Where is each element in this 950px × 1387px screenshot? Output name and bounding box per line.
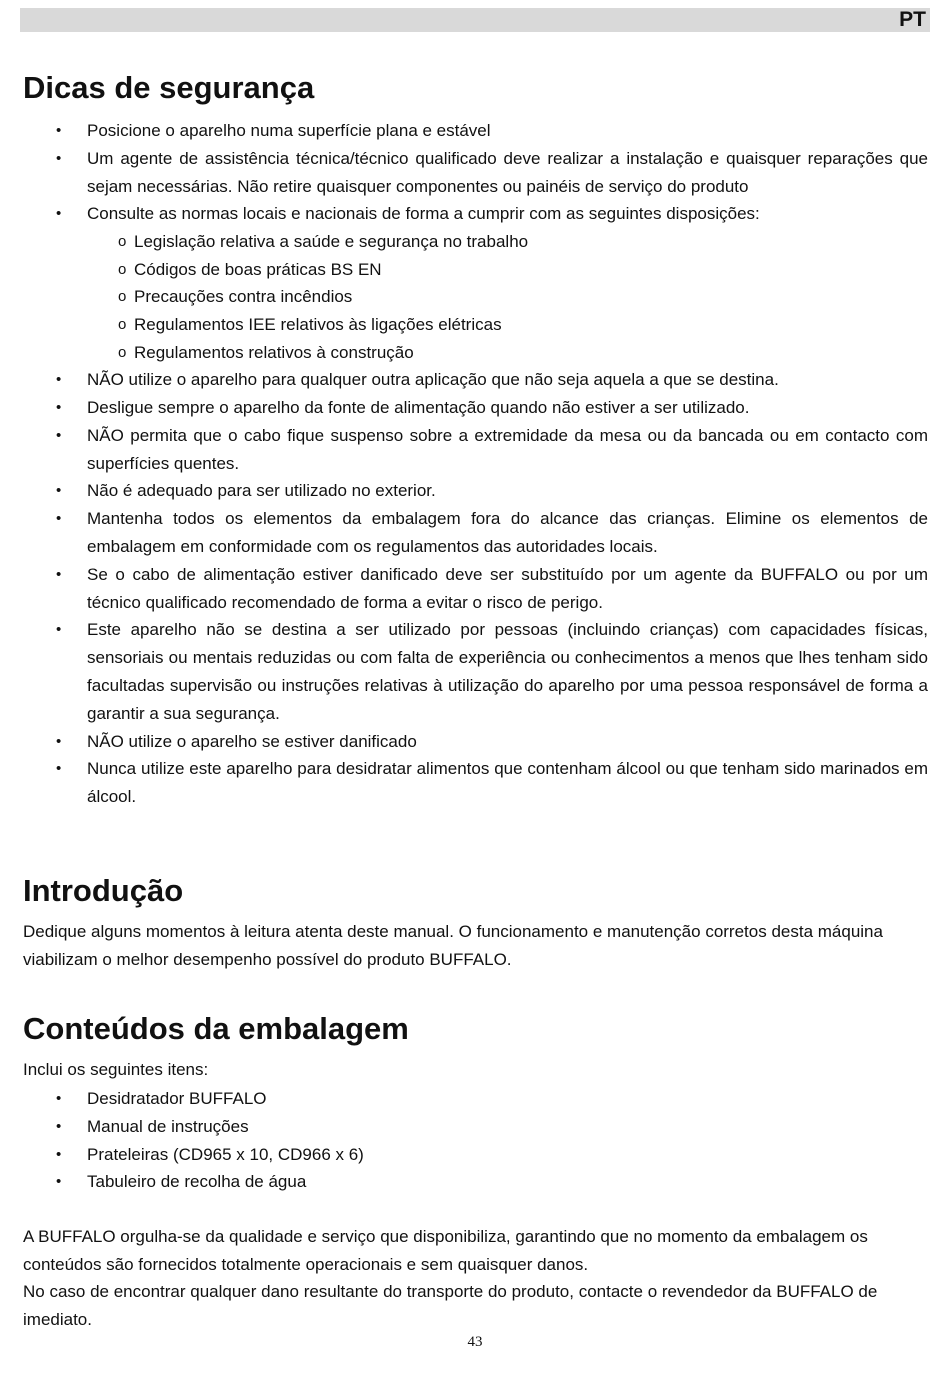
contents-list	[23, 1085, 928, 1196]
list-item: • Um agente de assistência técnica/técnico qualificado deve realizar a instalação e quaisquer reparações que sejam necessárias. Não retire quaisquer componentes ou painéis de serviço do produto	[23, 145, 928, 201]
sub-list-item: o Precauções contra incêndios	[87, 283, 928, 311]
list-item: • NÃO permita que o cabo fique suspenso sobre a extremidade da mesa ou da bancada ou em contacto com superfícies quentes.	[23, 422, 928, 478]
list-item: • Manual de instruções	[23, 1113, 928, 1141]
language-code: PT	[899, 8, 926, 31]
page-number: 43	[467, 1334, 483, 1350]
quality-note: A BUFFALO orgulha-se da qualidade e serviço que disponibiliza, garantindo que no momento da embalagem os conteúdos são fornecidos totalmente operacionais e sem quaisquer danos.	[23, 1227, 868, 1274]
list-item-text: Consulte as normas locais e nacionais de forma a cumprir com as seguintes disposições:	[87, 204, 760, 224]
list-item: • Tabuleiro de recolha de água	[23, 1168, 928, 1196]
intro-text: Dedique alguns momentos à leitura atenta deste manual. O funcionamento e manutenção corretos desta máquina viabilizam o melhor desempenho possível do produto BUFFALO.	[23, 922, 883, 969]
list-item: • Não é adequado para ser utilizado no exterior.	[23, 477, 928, 505]
header-bar	[20, 8, 930, 32]
list-item: • Posicione o aparelho numa superfície plana e estável	[23, 117, 928, 145]
list-item: • Nunca utilize este aparelho para desidratar alimentos que contenham álcool ou que tenham sido marinados em álcool.	[23, 755, 928, 811]
list-item: • NÃO utilize o aparelho se estiver danificado	[23, 728, 928, 756]
list-item: • Prateleiras (CD965 x 10, CD966 x 6)	[23, 1141, 928, 1169]
regulations-sublist	[87, 228, 928, 366]
list-item: • NÃO utilize o aparelho para qualquer outra aplicação que não seja aquela a que se destina.	[23, 366, 928, 394]
sub-list-item: o Regulamentos IEE relativos às ligações elétricas	[87, 311, 928, 339]
contents-title: Conteúdos da embalagem	[23, 1011, 409, 1046]
damage-note: No caso de encontrar qualquer dano resultante do transporte do produto, contacte o revendedor da BUFFALO de imediato.	[23, 1282, 878, 1329]
contents-lead: Inclui os seguintes itens:	[23, 1060, 209, 1079]
list-item: • Desidratador BUFFALO	[23, 1085, 928, 1113]
list-item: • Se o cabo de alimentação estiver danificado deve ser substituído por um agente da BUFFALO ou por um técnico qualificado recomendado de forma a evitar o risco de perigo.	[23, 561, 928, 617]
sub-list-item: o Legislação relativa a saúde e segurança no trabalho	[87, 228, 928, 256]
safety-list	[23, 117, 928, 811]
list-item: • Este aparelho não se destina a ser utilizado por pessoas (incluindo crianças) com capacidades físicas, sensoriais ou mentais reduzidas ou com falta de experiência ou conhecimentos a menos que lhes tenham sido facultadas supervisão ou instruções relativas à utilização do aparelho por uma pessoa responsável de forma a garantir a sua segurança.	[23, 616, 928, 727]
sub-list-item: o Códigos de boas práticas BS EN	[87, 256, 928, 284]
list-item	[23, 200, 928, 366]
intro-title: Introdução	[23, 873, 184, 908]
list-item: • Desligue sempre o aparelho da fonte de alimentação quando não estiver a ser utilizado.	[23, 394, 928, 422]
sub-list-item: o Regulamentos relativos à construção	[87, 339, 928, 367]
safety-title: Dicas de segurança	[23, 70, 315, 105]
list-item: • Mantenha todos os elementos da embalagem fora do alcance das crianças. Elimine os elementos de embalagem em conformidade com os regulamentos das autoridades locais.	[23, 505, 928, 561]
